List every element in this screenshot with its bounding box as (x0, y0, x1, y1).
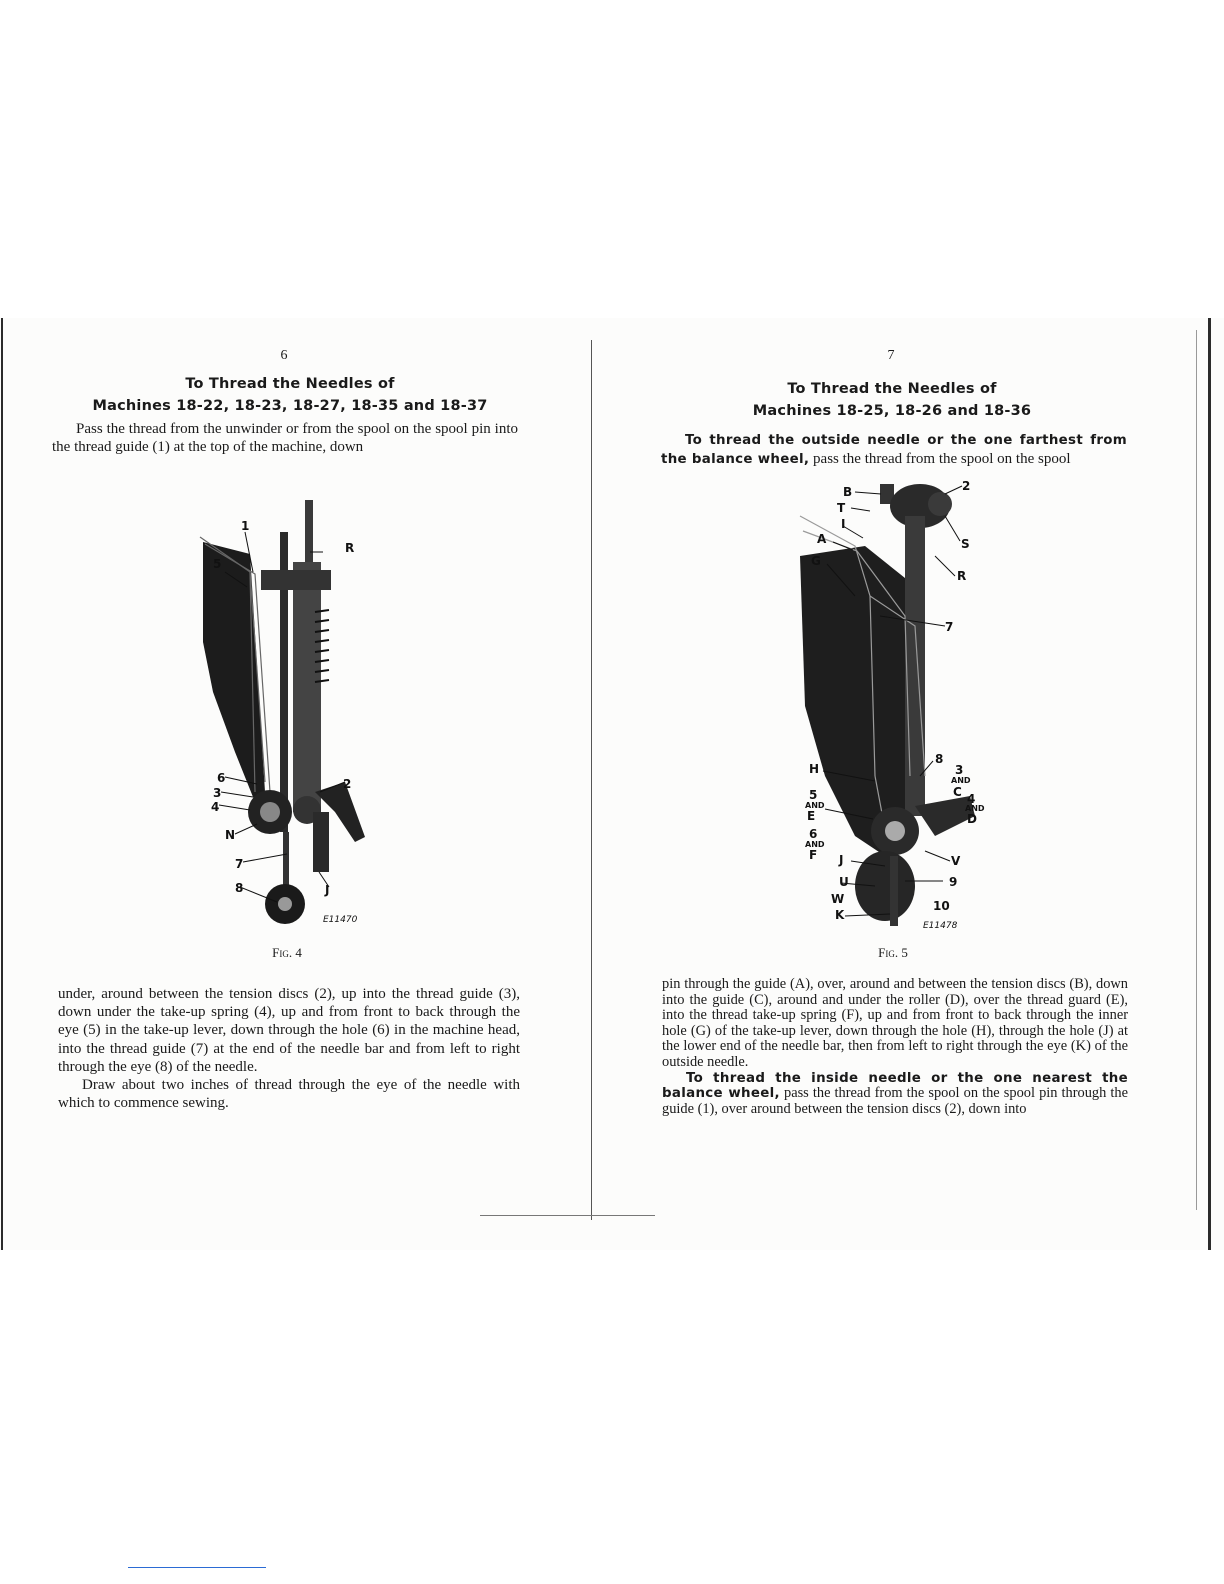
right-scan-edge (1208, 318, 1211, 1250)
fig4-callout-2: 2 (343, 777, 352, 791)
right-heading-line2: Machines 18-25, 18-26 and 18-36 (752, 403, 1032, 419)
footer-underline (128, 1567, 266, 1568)
fig4-callout-6: 6 (217, 771, 226, 785)
fig5-callout-h: H (809, 762, 820, 776)
right-page-number: 7 (887, 348, 895, 363)
fig4-callout-3: 3 (213, 786, 222, 800)
right-intro-paragraph (661, 431, 1127, 469)
fig5-callout-10: 10 (933, 899, 950, 913)
fig5-callout-5: 5 (809, 788, 818, 802)
left-page-number: 6 (280, 348, 288, 363)
fig5-callout-k: K (835, 908, 845, 922)
fig5-callout-d: D (967, 812, 977, 826)
right-intro-lead: To thread the outside needle or the one farthest from the balance wheel, (661, 433, 1127, 468)
fig5-code: E11478 (923, 921, 958, 931)
fig5-callout-a: A (817, 532, 827, 546)
fig5-callout-e: E (807, 809, 816, 823)
fig5-callout-7: 7 (945, 620, 954, 634)
fig4-callout-r: R (345, 541, 355, 555)
left-scan-edge (1, 318, 3, 1250)
fig4-callout-1: 1 (241, 519, 250, 533)
right-paragraph-2-rest: pass the thread from the spool on the spool pin through the guide (1), over around between the tension discs (2), down into (662, 1085, 1128, 1117)
fig4-svg (195, 492, 385, 937)
right-body (662, 977, 1128, 1117)
right-intro-rest: pass the thread from the spool on the spool (809, 451, 1071, 468)
fig5-callout-j: J (839, 853, 844, 867)
fig5-callout-6: 6 (809, 827, 818, 841)
fig4-code: E11470 (323, 915, 358, 925)
fig5-callout-r: R (957, 569, 967, 583)
fig5-callout-c: C (953, 785, 962, 799)
fig5-callout-b: B (843, 485, 853, 499)
fig5-callout-t: T (837, 501, 846, 515)
left-heading-line1: To Thread the Needles of (185, 376, 395, 392)
left-body (58, 985, 520, 1112)
fig4-callout-4: 4 (211, 800, 220, 814)
fig5-callout-and-2: AND (965, 804, 985, 813)
fig4-illustration (195, 492, 385, 937)
fig5-callout-and-1: AND (951, 776, 971, 785)
fig5-callout-s: S (961, 537, 970, 551)
fig5-callout-i: I (841, 517, 846, 531)
fig5-illustration (795, 476, 995, 936)
fig4-callout-j: J (325, 883, 330, 897)
right-paragraph-2-lead: To thread the inside needle or the one nearest the balance wheel, (662, 1070, 1128, 1102)
left-heading-line2: Machines 18-22, 18-23, 18-27, 18-35 and 18-37 (92, 398, 488, 414)
fig5-callout-2: 2 (962, 479, 971, 493)
fig5-callout-8: 8 (935, 752, 944, 766)
fig5-callout-f: F (809, 848, 818, 862)
bottom-smudge (480, 1215, 655, 1216)
right-edge-shadow (1196, 330, 1197, 1210)
fig5-svg (795, 476, 995, 936)
left-intro-text: Pass the thread from the unwinder or from the spool on the spool pin into the thread guide (1) at the top of the machine, down (52, 421, 518, 456)
fig5-callout-and-4: AND (805, 840, 825, 849)
fig4-callout-n: N (225, 828, 236, 842)
fig5-callout-v: V (951, 854, 961, 868)
fig5-callout-g: G (811, 554, 821, 568)
fig5-callout-w: W (831, 892, 845, 906)
fig5-callout-u: U (839, 875, 849, 889)
fig5-callout-3: 3 (955, 763, 964, 777)
fig4-callout-5: 5 (213, 557, 222, 571)
left-intro-paragraph (52, 420, 518, 456)
right-paragraph-1: pin through the guide (A), over, around and between the tension discs (B), down into the guide (C), around and under the roller (D), over the thread guard (E), into the thread take-up spring (F), up and from front to back through the inner hole (G) of the take-up lever, down through the hole (H), through the hole (J) at the lower end of the needle bar, then from left to right through the eye (K) of the outside needle. (662, 976, 1128, 1070)
fig5-callout-and-3: AND (805, 801, 825, 810)
fig5-caption: Fig. 5 (878, 945, 908, 960)
right-heading-line1: To Thread the Needles of (787, 381, 997, 397)
left-paragraph-2: Draw about two inches of thread through the eye of the needle with which to commence sewing. (58, 1077, 520, 1112)
fig5-callout-9: 9 (949, 875, 958, 889)
left-paragraph-1: under, around between the tension discs (2), up into the thread guide (3), down under the take-up spring (4), up and from front to back through the eye (5) in the take-up lever, down through the hole (6) in the machine head, into the thread guide (7) at the end of the needle bar and from left to right through the eye (8) of the needle. (58, 986, 520, 1075)
fig4-caption: Fig. 4 (272, 945, 302, 960)
fig4-callout-7: 7 (235, 857, 244, 871)
fig5-callout-4: 4 (967, 792, 976, 806)
center-gutter (591, 340, 592, 1220)
fig4-callout-8: 8 (235, 881, 244, 895)
